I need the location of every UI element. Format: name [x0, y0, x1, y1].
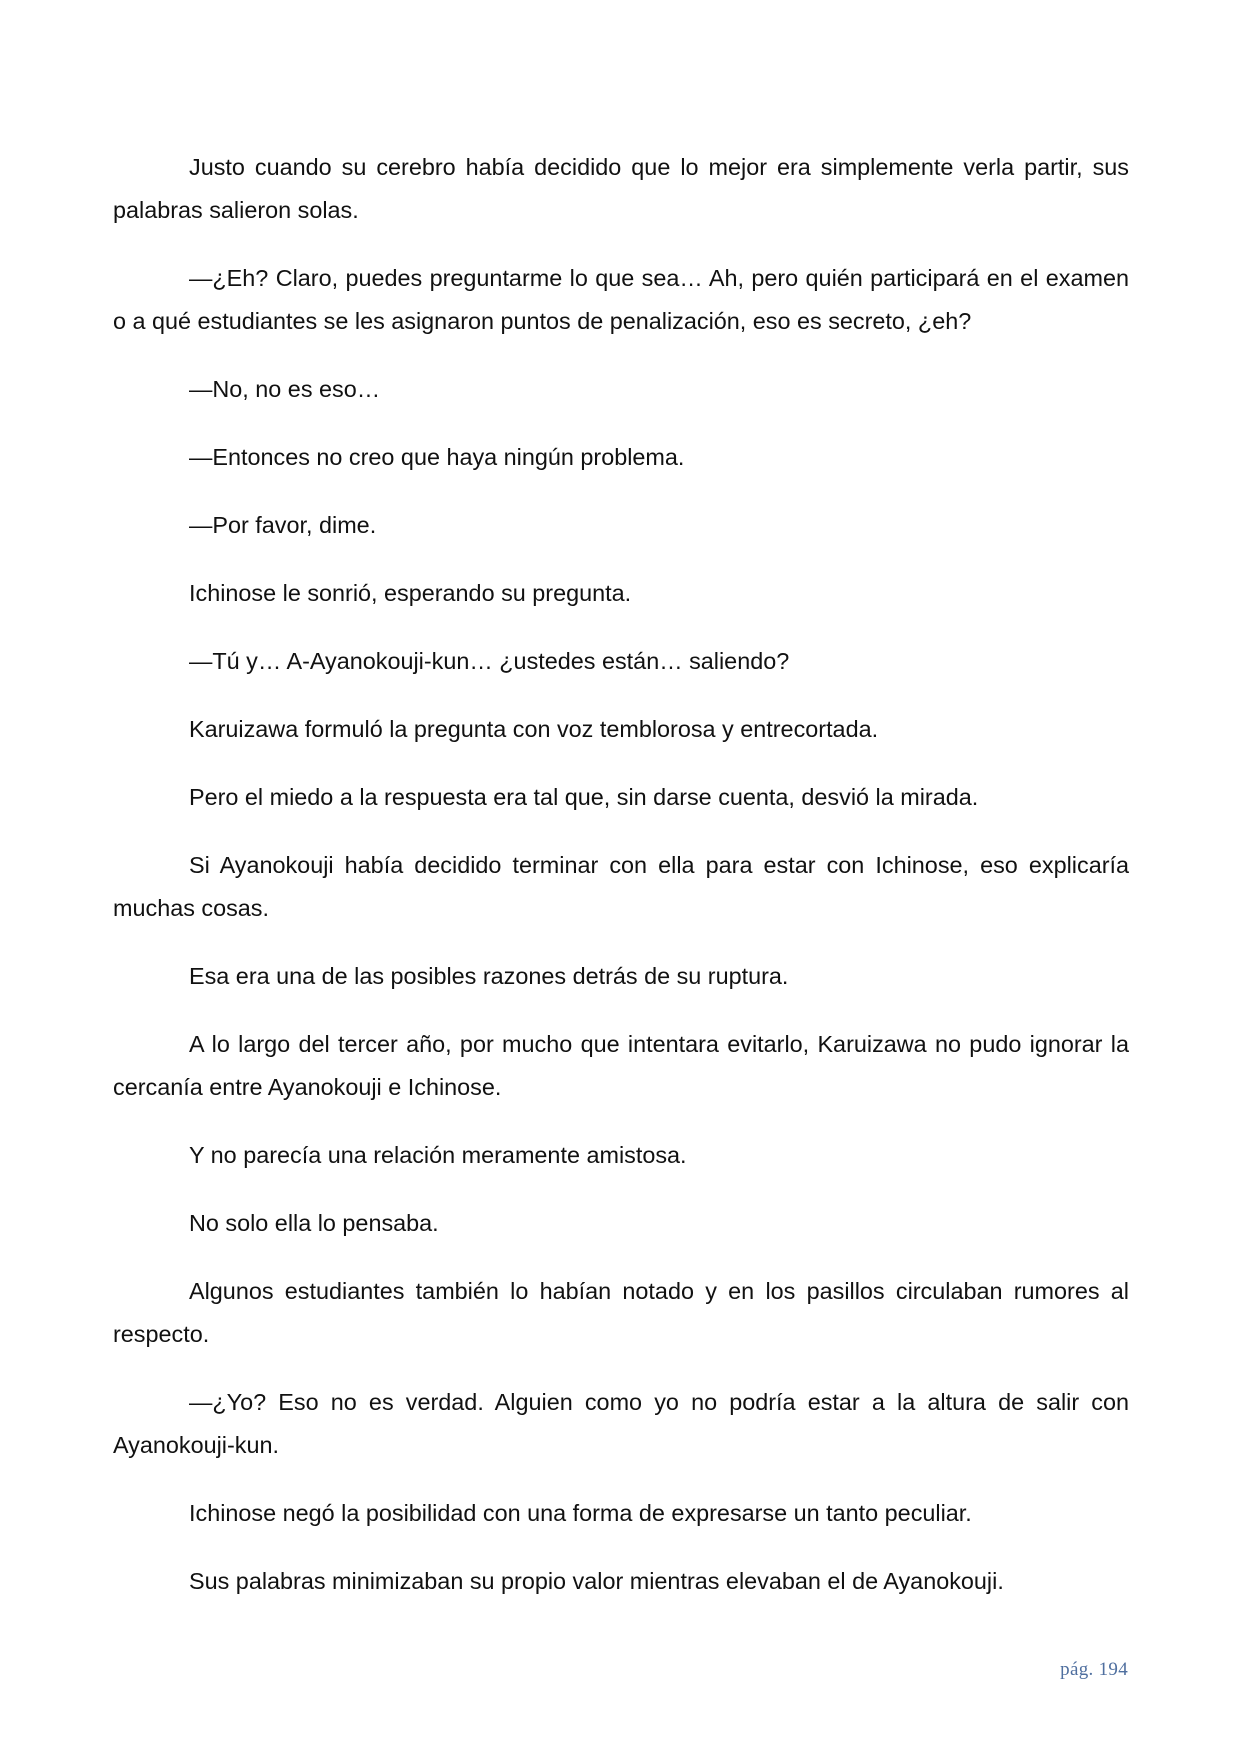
paragraph: Y no parecía una relación meramente amistosa.	[189, 1142, 687, 1168]
paragraph: Si Ayanokouji había decidido terminar con ella para estar con Ichinose, eso explicaría muchas cosas.	[113, 852, 1129, 921]
paragraph: Algunos estudiantes también lo habían notado y en los pasillos circulaban rumores al respecto.	[113, 1278, 1129, 1347]
paragraph: —Tú y… A-Ayanokouji-kun… ¿ustedes están… saliendo?	[189, 648, 790, 674]
paragraph: No solo ella lo pensaba.	[189, 1210, 439, 1236]
paragraph: —Entonces no creo que haya ningún problema.	[189, 444, 685, 470]
paragraph: Justo cuando su cerebro había decidido que lo mejor era simplemente verla partir, sus palabras salieron solas.	[113, 154, 1129, 223]
paragraph: —Por favor, dime.	[189, 512, 377, 538]
body-text	[113, 146, 1129, 1628]
paragraph: Sus palabras minimizaban su propio valor mientras elevaban el de Ayanokouji.	[189, 1568, 1004, 1594]
paragraph: —¿Yo? Eso no es verdad. Alguien como yo no podría estar a la altura de salir con Ayanokouji-kun.	[113, 1389, 1129, 1458]
paragraph: Esa era una de las posibles razones detrás de su ruptura.	[189, 963, 789, 989]
paragraph: Pero el miedo a la respuesta era tal que, sin darse cuenta, desvió la mirada.	[189, 784, 979, 810]
paragraph: Ichinose le sonrió, esperando su pregunta.	[189, 580, 632, 606]
paragraph: A lo largo del tercer año, por mucho que intentara evitarlo, Karuizawa no pudo ignorar la cercanía entre Ayanokouji e Ichinose.	[113, 1031, 1129, 1100]
page-number: pág. 194	[1060, 1659, 1128, 1680]
paragraph: Ichinose negó la posibilidad con una forma de expresarse un tanto peculiar.	[189, 1500, 972, 1526]
paragraph: Karuizawa formuló la pregunta con voz temblorosa y entrecortada.	[189, 716, 879, 742]
paragraph: —No, no es eso…	[189, 376, 381, 402]
paragraph: —¿Eh? Claro, puedes preguntarme lo que sea… Ah, pero quién participará en el examen o a qué estudiantes se les asignaron puntos de penalización, eso es secreto, ¿eh?	[113, 265, 1129, 334]
